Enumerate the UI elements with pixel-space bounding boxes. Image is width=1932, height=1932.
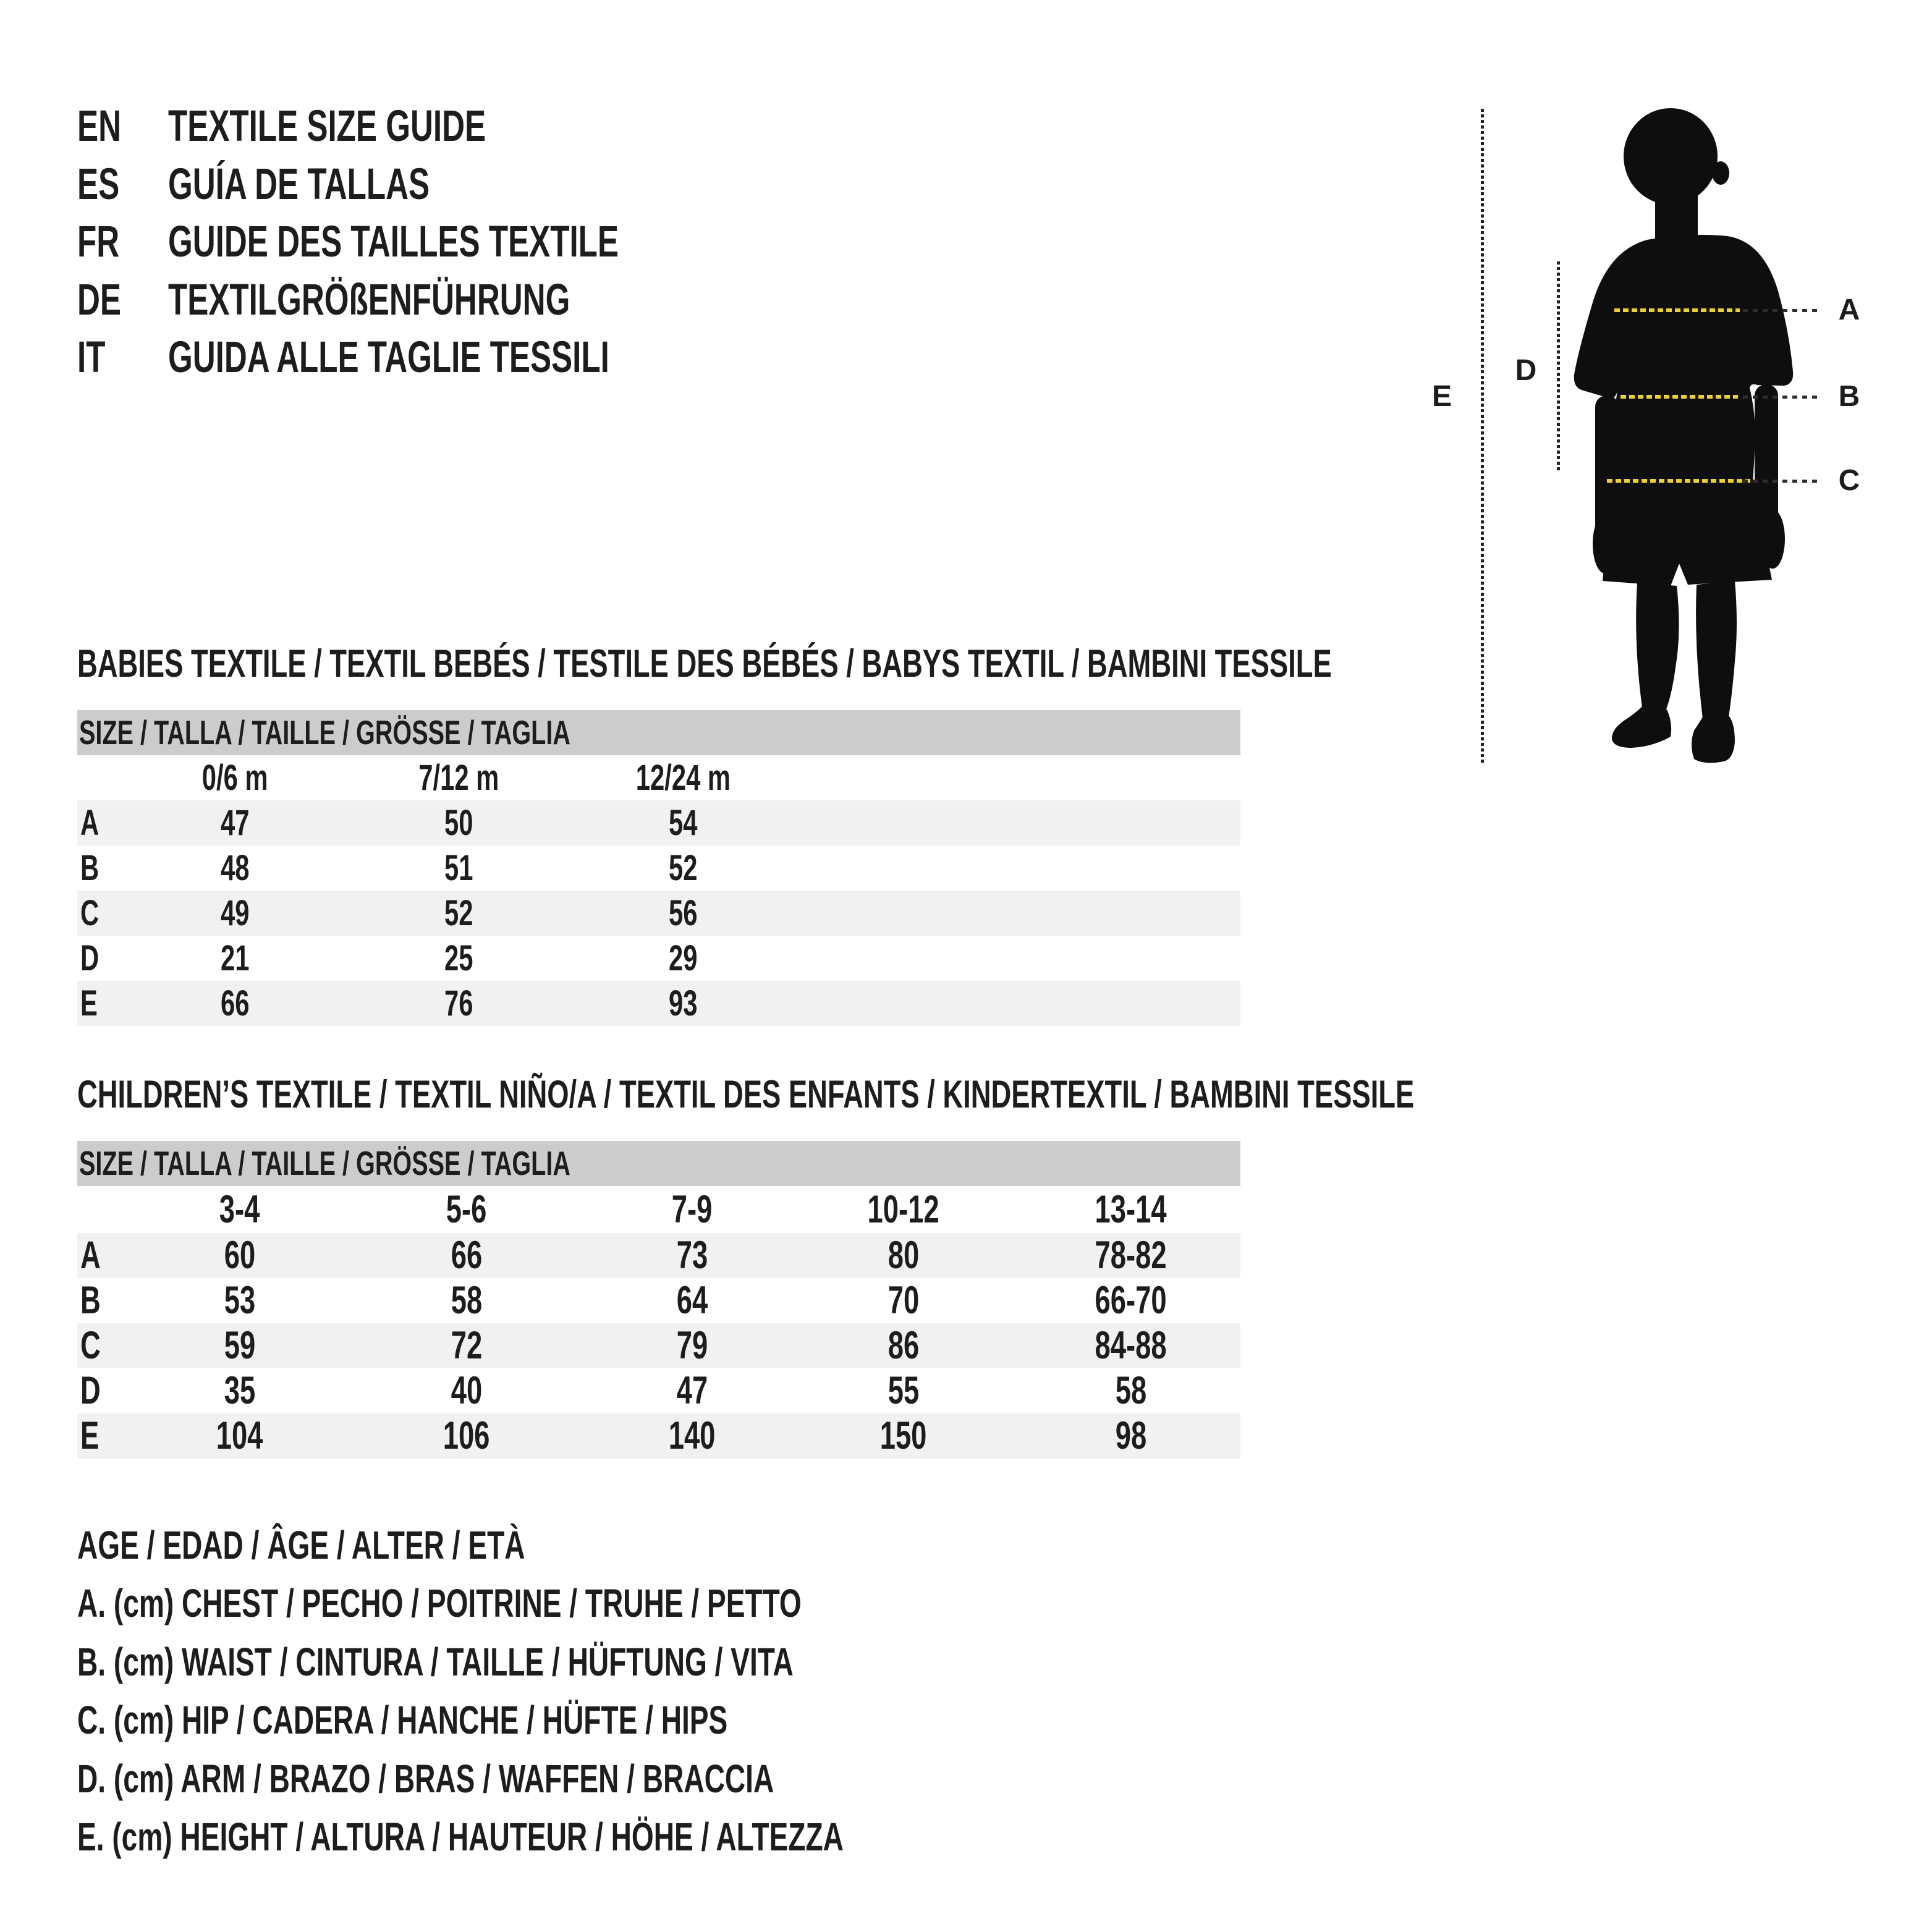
table-cell: 56 [668,893,698,933]
column-header: 5-6 [446,1188,487,1231]
language-title-list [77,104,1190,388]
row-label: D [80,1369,101,1412]
table-cell: 80 [888,1234,920,1277]
table-row [77,1233,1240,1278]
head [1624,108,1718,205]
table-cell: 70 [888,1279,920,1322]
table-cell: 66 [220,983,250,1023]
hip-label: C [1838,464,1860,497]
table-cell: 78-82 [1095,1234,1167,1277]
hip-line-yellow [1607,479,1750,483]
column-header: 12/24 m [635,758,731,798]
row-label: A [80,1234,101,1277]
lang-title: GUIDE DES TAILLES TEXTILE [168,218,619,266]
waist-label: B [1838,380,1860,413]
table-cell: 35 [224,1369,256,1412]
table-cell: 47 [220,803,250,843]
row-label: A [80,803,100,843]
table-cell: 76 [444,983,473,1023]
row-label: B [80,1279,101,1322]
legend-height: E. (cm) HEIGHT / ALTURA / HAUTEUR / HÖHE / ALTEZZA [77,1815,844,1859]
right-foot [1692,716,1735,763]
table-cell: 58 [451,1279,483,1322]
column-header: 0/6 m [201,758,268,798]
lang-title: GUÍA DE TALLAS [168,160,430,209]
measurement-legend [77,1523,1313,1869]
table-cell: 84-88 [1095,1324,1167,1367]
row-label: D [80,938,100,978]
column-header: 3-4 [219,1188,260,1231]
row-label: B [80,848,100,888]
table-cell: 48 [220,848,250,888]
table-cell: 52 [668,848,698,888]
table-row [77,845,1240,891]
children-size-header-band: SIZE / TALLA / TAILLE / GRÖSSE / TAGLIA [77,1141,1240,1186]
waist-line-dark [1743,396,1820,399]
table-cell: 106 [443,1414,490,1457]
babies-size-header-band: SIZE / TALLA / TAILLE / GRÖSSE / TAGLIA [77,710,1240,755]
table-row [77,1323,1240,1368]
table-cell: 79 [676,1324,708,1367]
table-cell: 98 [1115,1414,1147,1457]
lang-code: IT [77,333,106,382]
row-label: C [80,1324,101,1367]
table-cell: 66-70 [1095,1279,1167,1322]
chest-line-dark [1743,309,1820,312]
table-cell: 25 [444,938,473,978]
chest-label: A [1838,294,1860,326]
left-foot [1612,706,1671,748]
table-cell: 58 [1115,1369,1147,1412]
row-label: E [80,1414,100,1457]
legend-arm: D. (cm) ARM / BRAZO / BRAS / WAFFEN / BRACCIA [77,1756,774,1801]
table-row [77,1413,1240,1459]
waist-line-yellow [1621,395,1738,399]
lang-title: GUIDA ALLE TAGLIE TESSILI [168,333,609,382]
column-header: 13-14 [1095,1188,1167,1231]
lang-code: ES [77,160,120,209]
table-cell: 93 [668,983,698,1023]
table-row [77,1368,1240,1413]
lang-code: DE [77,276,122,324]
legend-chest: A. (cm) CHEST / PECHO / POITRINE / TRUHE / PETTO [77,1581,802,1625]
table-row [77,936,1240,981]
table-cell: 64 [676,1279,708,1322]
row-label: C [80,893,100,933]
table-cell: 60 [224,1234,256,1277]
shorts [1603,481,1772,586]
table-row [77,981,1240,1026]
table-cell: 21 [220,938,250,978]
table-cell: 51 [444,848,473,888]
arm-label: D [1515,354,1537,387]
table-cell: 150 [880,1414,927,1457]
table-cell: 72 [451,1324,483,1367]
babies-column-header-row [77,755,1240,800]
table-row [77,891,1240,936]
babies-section-title: BABIES TEXTILE / TEXTIL BEBÉS / TESTILE DES BÉBÉS / BABYS TEXTIL / BAMBINI TESSILE [77,642,1332,685]
legend-hip: C. (cm) HIP / CADERA / HANCHE / HÜFTE / HIPS [77,1698,728,1742]
table-cell: 52 [444,893,473,933]
ear [1712,161,1729,185]
legend-waist: B. (cm) WAIST / CINTURA / TAILLE / HÜFTUNG / VITA [77,1640,794,1684]
hip-line-dark [1743,480,1820,483]
table-cell: 50 [444,803,473,843]
table-cell: 55 [888,1369,920,1412]
column-header: 7/12 m [418,758,499,798]
lang-title: TEXTILE SIZE GUIDE [168,102,486,151]
children-section-title: CHILDREN’S TEXTILE / TEXTIL NIÑO/A / TEXTIL DES ENFANTS / KINDERTEXTIL / BAMBINI TESSILE [77,1073,1415,1116]
table-cell: 40 [451,1369,483,1412]
height-label: E [1431,380,1452,413]
column-header: 10-12 [867,1188,940,1231]
lang-code: FR [77,218,120,266]
table-cell: 29 [668,938,698,978]
table-row [77,1278,1240,1323]
chest-line-yellow [1614,308,1740,312]
table-cell: 59 [224,1324,256,1367]
arm-measure-line [1557,261,1560,470]
table-cell: 73 [676,1234,708,1277]
table-cell: 54 [668,803,698,843]
column-header: 7-9 [672,1188,713,1231]
table-cell: 53 [224,1279,256,1322]
row-label: E [80,983,98,1023]
table-cell: 86 [888,1324,920,1367]
table-cell: 49 [220,893,250,933]
table-cell: 140 [669,1414,716,1457]
lang-title: TEXTILGRÖßENFÜHRUNG [168,276,570,324]
legend-age: AGE / EDAD / ÂGE / ALTER / ETÀ [77,1523,525,1567]
table-cell: 66 [451,1234,483,1277]
children-column-header-row [77,1187,1240,1233]
table-cell: 47 [676,1369,708,1412]
table-row [77,800,1240,845]
lang-code: EN [77,102,122,151]
table-cell: 104 [216,1414,263,1457]
